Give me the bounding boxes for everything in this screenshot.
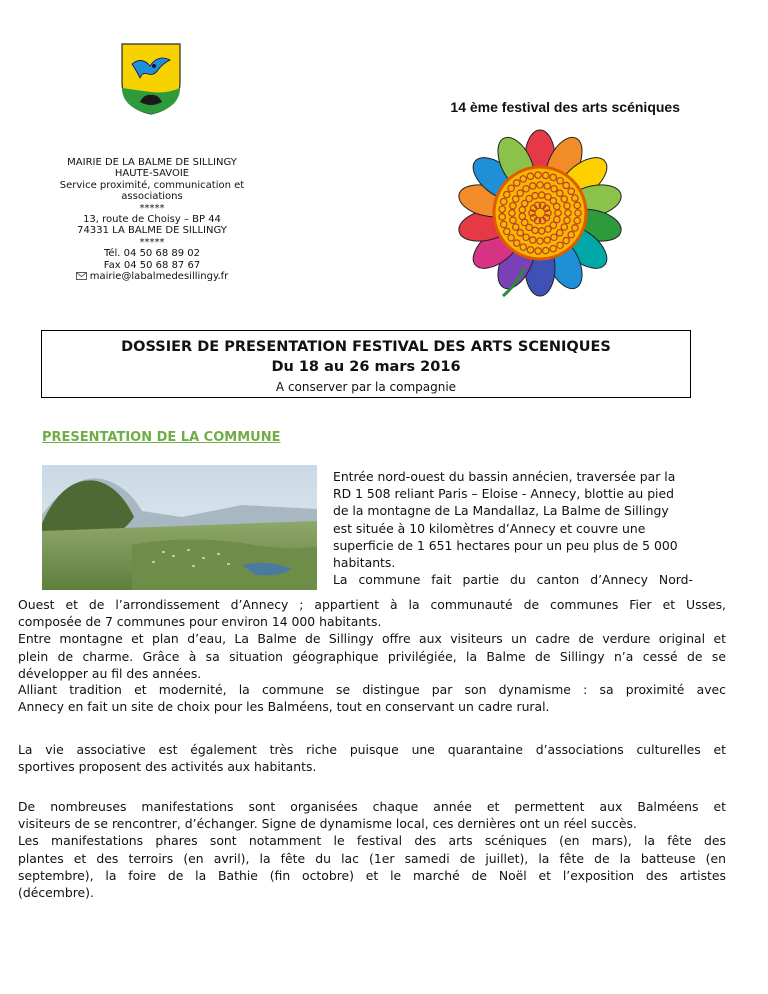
paragraph-tradition bbox=[18, 681, 726, 715]
text-line: composée de 7 communes pour environ 14 000 habitants. bbox=[18, 614, 382, 630]
text-line: plantes et des terroirs (en avril), la fête du lac (1er samedi de juillet), la fête de la batteuse (en bbox=[18, 850, 726, 866]
text-line: Entre montagne et plan d’eau, La Balme de Sillingy offre aux visiteurs un cadre de verdure original et bbox=[18, 631, 726, 647]
festival-heading: 14 ème festival des arts scéniques bbox=[450, 99, 680, 115]
text-line: Entrée nord-ouest du bassin annécien, traversée par la bbox=[333, 469, 676, 484]
title-note: A conserver par la compagnie bbox=[275, 380, 457, 394]
text-line: La commune fait partie du canton d’Annecy Nord- bbox=[333, 572, 693, 588]
text-line: De nombreuses manifestations sont organisées chaque année et permettent aux Balméens et bbox=[18, 799, 726, 814]
separator-stars: ***** bbox=[139, 202, 165, 214]
mairie-address-line1: 13, route de Choisy – BP 44 bbox=[83, 214, 221, 226]
paragraph-associations bbox=[18, 741, 726, 775]
coat-of-arms-logo bbox=[120, 42, 182, 116]
text-line: RD 1 508 reliant Paris – Eloise - Annecy, blottie au pied bbox=[333, 486, 674, 502]
mairie-address-line2: 74331 LA BALME DE SILLINGY bbox=[77, 225, 227, 237]
text-line: habitants. bbox=[333, 555, 396, 571]
text-line: sportives proposent des activités aux habitants. bbox=[18, 759, 317, 775]
title-box bbox=[41, 330, 691, 398]
mairie-region: HAUTE-SAVOIE bbox=[114, 168, 190, 180]
text-line: Annecy en fait un site de choix pour les Balméens, tout en conservant un cadre rural. bbox=[18, 699, 550, 715]
mairie-fax: Fax 04 50 68 87 67 bbox=[103, 259, 201, 271]
text-line: de la montagne de La Mandallaz, La Balme de Sillingy bbox=[333, 503, 669, 519]
text-line: visiteurs de se rencontrer, d’échanger. Signe de dynamisme local, ces dernières ont un réel succès. bbox=[18, 816, 637, 832]
text-line: est située à 10 kilomètres d’Annecy et couvre une bbox=[333, 520, 646, 536]
intro-paragraph-full bbox=[18, 596, 726, 682]
festival-flower-illustration bbox=[455, 128, 625, 298]
mairie-service: Service proximité, communication et associations bbox=[59, 179, 245, 203]
section-heading: PRESENTATION DE LA COMMUNE bbox=[42, 430, 281, 445]
text-line: Les manifestations phares sont notamment le festival des arts scéniques (en mars), la fête des bbox=[18, 833, 726, 849]
text-line: développer au fil des années. bbox=[18, 665, 202, 681]
mairie-email-row bbox=[52, 271, 252, 282]
mairie-tel: Tél. 04 50 68 89 02 bbox=[103, 248, 201, 260]
commune-landscape-photo bbox=[42, 465, 317, 590]
paragraph-manifestations bbox=[18, 798, 726, 901]
mairie-email-link[interactable]: mairie@labalmedesillingy.fr bbox=[89, 271, 229, 283]
text-line: plein de charme. Grâce à sa situation géographique privilégiée, la Balme de Sillingy n’a cessé de se bbox=[18, 648, 726, 664]
text-line: La vie associative est également très riche puisque une quarantaine d’associations culturelles et bbox=[18, 742, 726, 757]
festival-dates: Du 18 au 26 mars 2016 bbox=[271, 359, 461, 375]
intro-paragraph-right bbox=[333, 468, 693, 588]
mairie-contact-block bbox=[52, 157, 252, 282]
envelope-icon bbox=[76, 272, 87, 280]
text-line: Ouest et de l’arrondissement d’Annecy ; appartient à la communauté de communes Fier et Usses, bbox=[18, 597, 726, 612]
mairie-name: MAIRIE DE LA BALME DE SILLINGY bbox=[67, 157, 237, 168]
text-line: septembre), la foire de la Bathie (fin octobre) et le marché de Noël et l’exposition des artistes bbox=[18, 867, 726, 883]
text-line: (décembre). bbox=[18, 885, 94, 901]
separator-stars: ***** bbox=[139, 236, 165, 248]
text-line: superficie de 1 651 hectares pour un peu plus de 5 000 bbox=[333, 537, 678, 553]
document-title: DOSSIER DE PRESENTATION FESTIVAL DES ARTS SCENIQUES bbox=[121, 339, 611, 355]
text-line: Alliant tradition et modernité, la commune se distingue par son dynamisme : sa proximité avec bbox=[18, 682, 726, 697]
